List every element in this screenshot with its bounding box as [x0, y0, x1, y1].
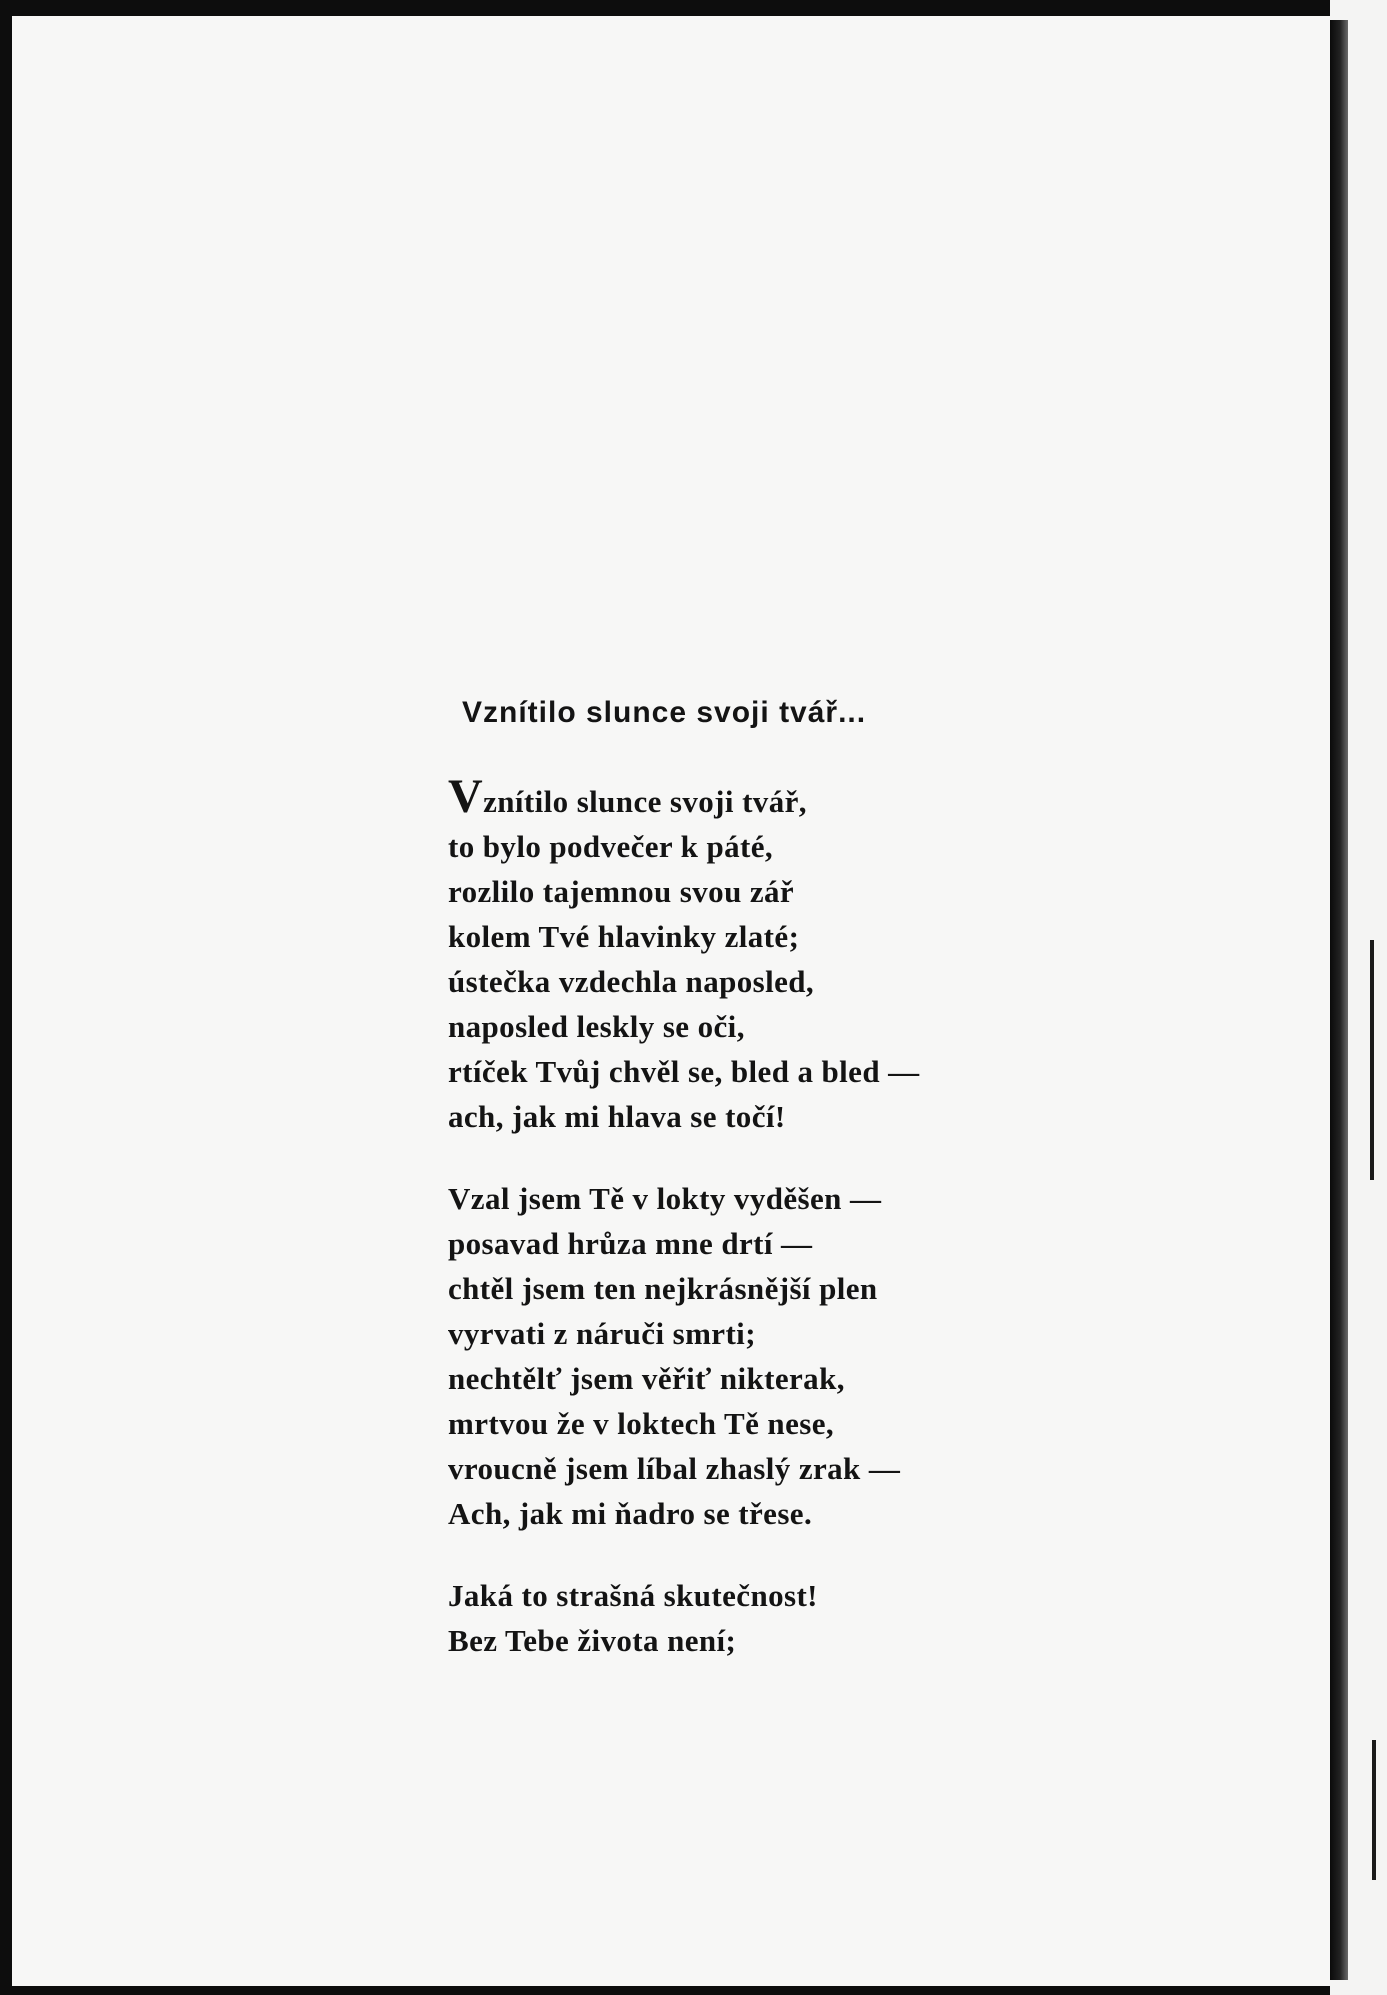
stanza-1 [448, 770, 1088, 1139]
poem [448, 693, 1088, 1700]
page-gutter-shadow [1330, 20, 1348, 1980]
poem-line: Ach, jak mi ňadro se třese. [448, 1496, 813, 1531]
page-edge-mark-top [1370, 940, 1384, 1180]
poem-line: ústečka vzdechla naposled, [448, 964, 815, 999]
poem-line: naposled leskly se oči, [448, 1009, 745, 1044]
stanza-3 [448, 1573, 1088, 1663]
poem-line: mrtvou že v loktech Tě nese, [448, 1406, 835, 1441]
poem-line: vyrvati z náruči smrti; [448, 1316, 756, 1351]
poem-title: Vznítilo slunce svoji tvář... [462, 696, 867, 729]
poem-line: ach, jak mi hlava se točí! [448, 1099, 786, 1134]
poem-line: Bez Tebe života není; [448, 1623, 737, 1658]
stanza-2 [448, 1176, 1088, 1536]
poem-line: Vzal jsem Tě v lokty vyděšen — [448, 1181, 882, 1216]
poem-line: chtěl jsem ten nejkrásnější plen [448, 1271, 878, 1306]
poem-line: kolem Tvé hlavinky zlaté; [448, 919, 800, 954]
page-edge-mark-bottom [1372, 1740, 1386, 1880]
poem-line: rozlilo tajemnou svou zář [448, 874, 795, 909]
poem-line: nechtělť jsem věřiť nikterak, [448, 1361, 845, 1396]
poem-line: posavad hrůza mne drtí — [448, 1226, 813, 1261]
poem-line: rtíček Tvůj chvěl se, bled a bled — [448, 1054, 920, 1089]
poem-line: vroucně jsem líbal zhaslý zrak — [448, 1451, 901, 1486]
poem-line [448, 770, 1088, 824]
drop-cap: V [448, 770, 484, 823]
first-line-text: znítilo slunce svoji tvář, [483, 784, 807, 819]
poem-line: to bylo podvečer k páté, [448, 829, 774, 864]
poem-line: Jaká to strašná skutečnost! [448, 1578, 818, 1613]
